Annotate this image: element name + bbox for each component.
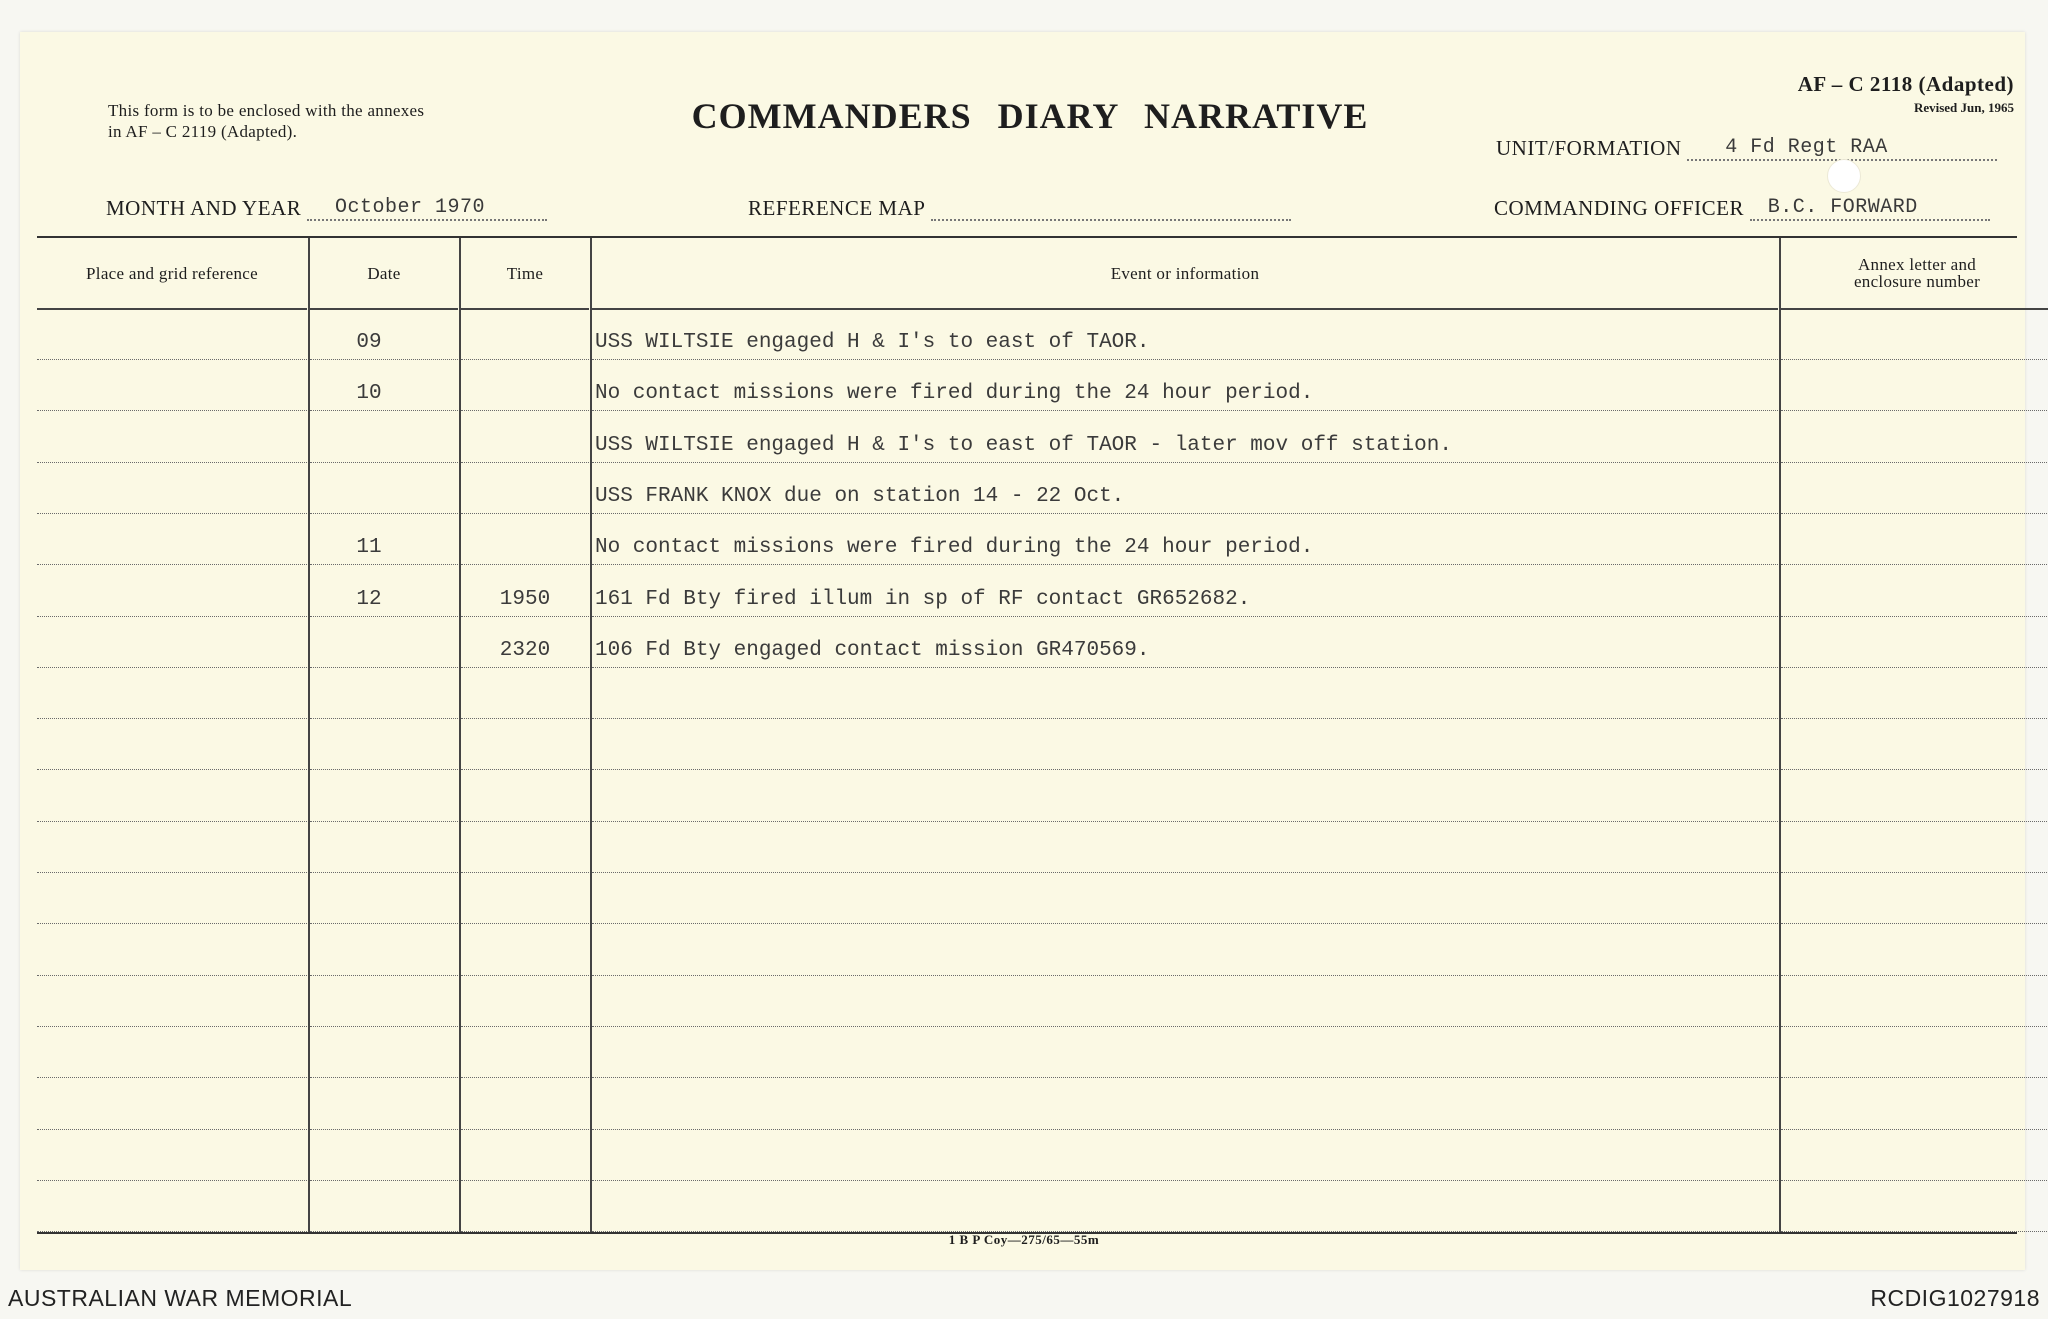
cell-annex xyxy=(1781,377,2048,411)
cell-event: No contact missions were fired during the 24 hour period. xyxy=(592,377,1778,411)
cell-date xyxy=(310,993,458,1027)
cell-date xyxy=(310,1147,458,1181)
cell-annex xyxy=(1781,326,2048,360)
cell-date xyxy=(310,1198,458,1232)
cell-time xyxy=(461,1198,589,1232)
cell-date xyxy=(310,685,458,719)
header-time: Time xyxy=(506,263,544,283)
cell-place xyxy=(37,1147,307,1181)
unit-formation-value: 4 Fd Regt RAA xyxy=(1687,136,1997,161)
cell-event xyxy=(592,736,1778,770)
cell-event: USS WILTSIE engaged H & I's to east of TAOR. xyxy=(592,326,1778,360)
cell-place xyxy=(37,890,307,924)
cell-place xyxy=(37,1198,307,1232)
table-row xyxy=(37,515,2017,565)
cell-place xyxy=(37,377,307,411)
cell-event xyxy=(592,942,1778,976)
cell-event xyxy=(592,1096,1778,1130)
header-annex: Annex letter and enclosure number xyxy=(1853,255,1981,291)
table-row xyxy=(37,720,2017,770)
unit-formation-label: UNIT/FORMATION xyxy=(1496,136,1682,160)
cell-time xyxy=(461,788,589,822)
cell-time xyxy=(461,326,589,360)
cell-place xyxy=(37,1096,307,1130)
reference-map-field xyxy=(748,196,1291,221)
cell-annex xyxy=(1781,890,2048,924)
cell-date xyxy=(310,1044,458,1078)
table-row xyxy=(37,361,2017,411)
archive-credit: AUSTRALIAN WAR MEMORIAL xyxy=(8,1285,353,1311)
cell-event xyxy=(592,685,1778,719)
cell-date xyxy=(310,1096,458,1130)
cell-time xyxy=(461,531,589,565)
commanding-officer-field xyxy=(1494,196,1990,221)
cell-time xyxy=(461,736,589,770)
revision-date: Revised Jun, 1965 xyxy=(1913,100,2014,115)
cell-time: 2320 xyxy=(461,634,589,668)
cell-annex xyxy=(1781,1044,2048,1078)
enclosure-note: This form is to be enclosed with the annexes in AF – C 2119 (Adapted). xyxy=(108,101,425,141)
punch-hole xyxy=(1827,159,1861,193)
table-row xyxy=(37,772,2017,822)
cell-annex xyxy=(1781,839,2048,873)
cell-annex xyxy=(1781,480,2048,514)
cell-annex xyxy=(1781,1147,2048,1181)
cell-place xyxy=(37,788,307,822)
table-row xyxy=(37,1080,2017,1130)
cell-time xyxy=(461,1096,589,1130)
cell-date: 11 xyxy=(310,531,458,565)
cell-annex xyxy=(1781,788,2048,822)
cell-time xyxy=(461,685,589,719)
cell-time xyxy=(461,839,589,873)
cell-event xyxy=(592,1044,1778,1078)
cell-event: 161 Fd Bty fired illum in sp of RF contact GR652682. xyxy=(592,583,1778,617)
cell-date: 10 xyxy=(310,377,458,411)
cell-date xyxy=(310,788,458,822)
cell-time xyxy=(461,942,589,976)
cell-date xyxy=(310,429,458,463)
printer-imprint: 1 B P Coy—275/65—55m xyxy=(948,1232,1100,1247)
cell-annex xyxy=(1781,1096,2048,1130)
cell-date xyxy=(310,890,458,924)
cell-place xyxy=(37,1044,307,1078)
cell-place xyxy=(37,685,307,719)
table-row xyxy=(37,1182,2017,1232)
table-row xyxy=(37,464,2017,514)
cell-time xyxy=(461,890,589,924)
cell-event xyxy=(592,1198,1778,1232)
form-title: COMMANDERS DIARY NARRATIVE xyxy=(691,96,1369,136)
cell-place xyxy=(37,736,307,770)
month-year-label: MONTH AND YEAR xyxy=(106,196,302,220)
header-event: Event or information xyxy=(1110,263,1260,283)
cell-event: USS WILTSIE engaged H & I's to east of TAOR - later mov off station. xyxy=(592,429,1778,463)
reference-map-label: REFERENCE MAP xyxy=(748,196,926,220)
header-date: Date xyxy=(367,263,401,283)
table-row xyxy=(37,926,2017,976)
cell-event xyxy=(592,993,1778,1027)
cell-date: 09 xyxy=(310,326,458,360)
cell-place xyxy=(37,839,307,873)
cell-annex xyxy=(1781,531,2048,565)
cell-event: No contact missions were fired during the 24 hour period. xyxy=(592,531,1778,565)
cell-place xyxy=(37,480,307,514)
table-row xyxy=(37,823,2017,873)
month-year-value: October 1970 xyxy=(307,196,547,221)
cell-annex xyxy=(1781,583,2048,617)
table-row xyxy=(37,1131,2017,1181)
cell-place xyxy=(37,942,307,976)
cell-annex xyxy=(1781,993,2048,1027)
cell-date: 12 xyxy=(310,583,458,617)
reference-map-value xyxy=(931,196,1291,221)
table-row xyxy=(37,618,2017,668)
cell-time xyxy=(461,377,589,411)
cell-place xyxy=(37,634,307,668)
cell-date xyxy=(310,942,458,976)
table-row xyxy=(37,874,2017,924)
table-row xyxy=(37,413,2017,463)
cell-place xyxy=(37,583,307,617)
cell-date xyxy=(310,839,458,873)
table-row xyxy=(37,1028,2017,1078)
cell-time xyxy=(461,993,589,1027)
cell-place xyxy=(37,993,307,1027)
form-code: AF – C 2118 (Adapted) xyxy=(1797,72,2014,96)
cell-annex xyxy=(1781,685,2048,719)
cell-annex xyxy=(1781,942,2048,976)
cell-annex xyxy=(1781,634,2048,668)
cell-place xyxy=(37,429,307,463)
header-place: Place and grid reference xyxy=(86,263,258,283)
cell-place xyxy=(37,326,307,360)
cell-date xyxy=(310,634,458,668)
cell-event xyxy=(592,890,1778,924)
cell-event: USS FRANK KNOX due on station 14 - 22 Oct. xyxy=(592,480,1778,514)
cell-event xyxy=(592,788,1778,822)
cell-annex xyxy=(1781,736,2048,770)
cell-time xyxy=(461,429,589,463)
cell-date xyxy=(310,480,458,514)
cell-time xyxy=(461,1044,589,1078)
cell-annex xyxy=(1781,429,2048,463)
cell-event: 106 Fd Bty engaged contact mission GR470569. xyxy=(592,634,1778,668)
commanding-officer-label: COMMANDING OFFICER xyxy=(1494,196,1744,220)
cell-event xyxy=(592,1147,1778,1181)
cell-time xyxy=(461,1147,589,1181)
cell-time: 1950 xyxy=(461,583,589,617)
diary-table xyxy=(37,236,2017,1234)
table-row xyxy=(37,669,2017,719)
cell-date xyxy=(310,736,458,770)
cell-time xyxy=(461,480,589,514)
table-row xyxy=(37,567,2017,617)
cell-annex xyxy=(1781,1198,2048,1232)
table-row xyxy=(37,977,2017,1027)
table-row xyxy=(37,310,2017,360)
commanding-officer-value: B.C. FORWARD xyxy=(1750,196,1990,221)
archive-reference: RCDIG1027918 xyxy=(1870,1285,2040,1311)
cell-event xyxy=(592,839,1778,873)
month-year-field xyxy=(106,196,547,221)
unit-formation-field xyxy=(1496,136,1997,161)
cell-place xyxy=(37,531,307,565)
